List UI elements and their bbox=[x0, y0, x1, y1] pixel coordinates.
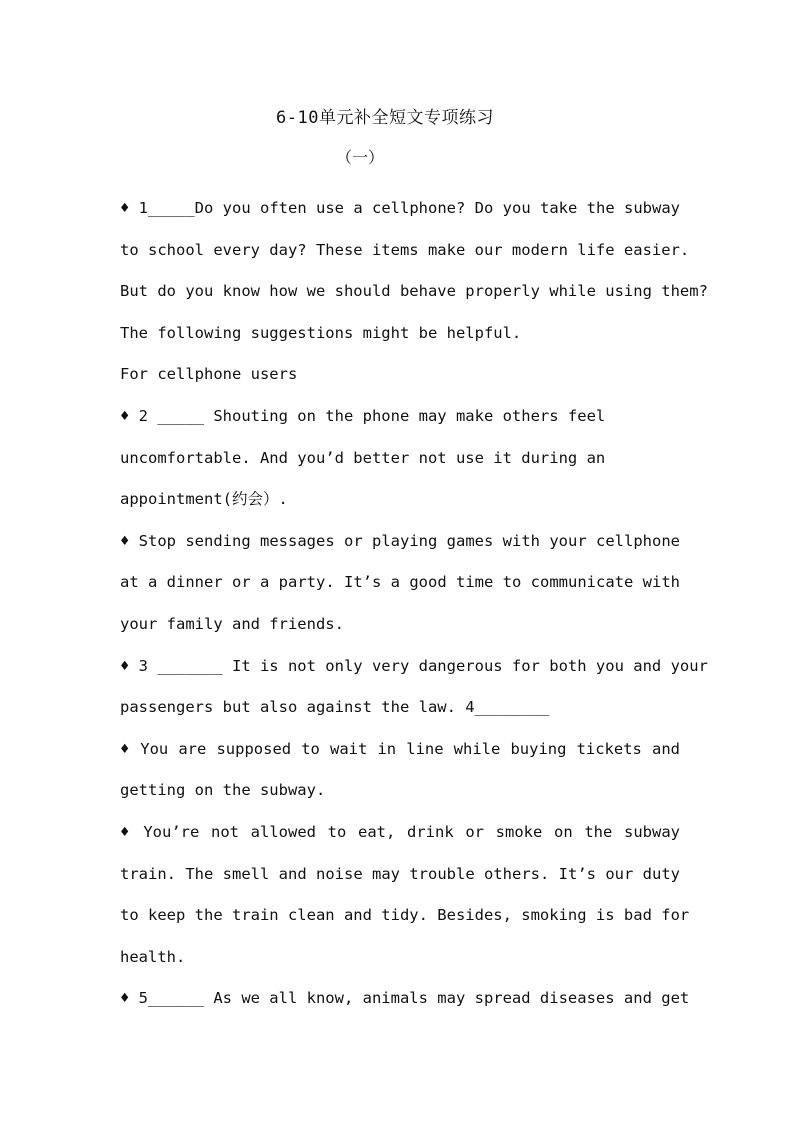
passage-line: ♦ 1_____Do you often use a cellphone? Do you take the subway bbox=[120, 199, 680, 217]
passage-line: your family and friends. bbox=[120, 614, 344, 633]
passage-line: at a dinner or a party. It’s a good time to communicate with bbox=[120, 573, 680, 592]
passage-line: train. The smell and noise may trouble others. It’s our duty bbox=[120, 864, 680, 883]
passage-line: ♦ You are supposed to wait in line while buying tickets and bbox=[120, 739, 680, 758]
section-heading: For cellphone users bbox=[120, 365, 298, 384]
passage-line: ♦ 5______ As we all know, animals may spread diseases and get bbox=[120, 989, 690, 1008]
passage-line: appointment(约会）. bbox=[120, 490, 288, 509]
passage-line: to school every day? These items make our modern life easier. bbox=[120, 240, 690, 259]
passage-line: passengers but also against the law. 4________ bbox=[120, 698, 550, 717]
passage-line: health. bbox=[120, 947, 186, 966]
passage-body bbox=[120, 188, 708, 1020]
page-subtitle: （一） bbox=[336, 148, 385, 167]
passage-line: uncomfortable. And you’d better not use it during an bbox=[120, 448, 606, 467]
passage-line: The following suggestions might be helpful. bbox=[120, 323, 522, 342]
passage-line: ♦ 3 _______ It is not only very dangerous for both you and your bbox=[120, 656, 708, 675]
passage-line: ♦ You’re not allowed to eat, drink or smoke on the subway bbox=[120, 822, 680, 841]
passage-line: ♦ 2 _____ Shouting on the phone may make others feel bbox=[120, 406, 606, 425]
passage-line: to keep the train clean and tidy. Besides, smoking is bad for bbox=[120, 906, 690, 925]
passage-line: getting on the subway. bbox=[120, 781, 326, 800]
passage-line: But do you know how we should behave properly while using them? bbox=[120, 282, 708, 301]
passage-line: ♦ Stop sending messages or playing games with your cellphone bbox=[120, 531, 680, 550]
page-title: 6-10单元补全短文专项练习 bbox=[276, 108, 494, 128]
